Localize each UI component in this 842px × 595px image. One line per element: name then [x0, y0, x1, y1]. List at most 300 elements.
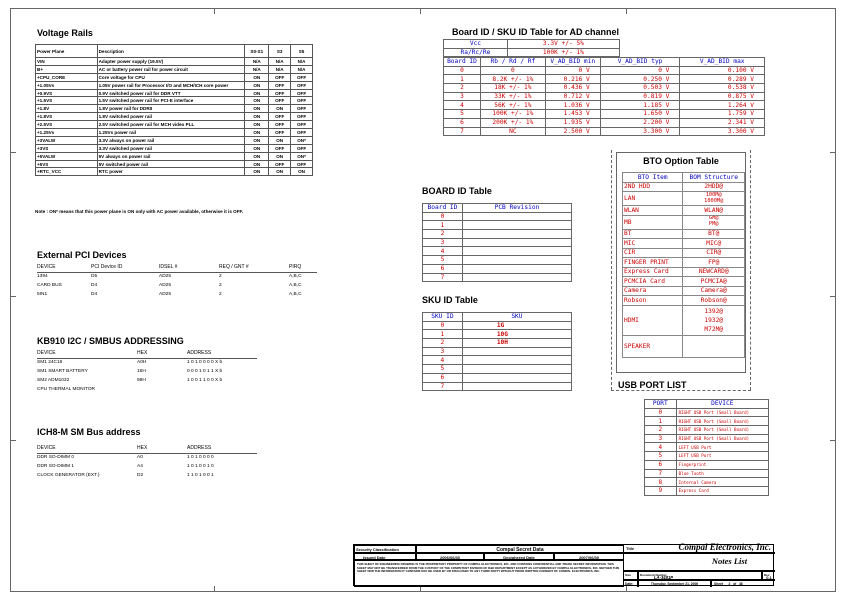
ad-cell: 2.341 V	[680, 118, 765, 127]
usb-device-cell: RIGHT USB Port (Small Board)	[676, 434, 768, 443]
frame-tick	[10, 440, 16, 441]
sku-row	[423, 373, 572, 382]
sku-cell: 10G	[462, 330, 571, 339]
description-cell: 1.05V power rail for Processor I/O and MCH/ICH core power	[97, 81, 245, 89]
bto-row	[623, 277, 745, 287]
board-id-table	[422, 203, 572, 282]
ad-cell: 0.712 V	[545, 92, 600, 101]
pcb-revision-cell	[462, 273, 571, 282]
usb-device-cell: Internal Camera	[676, 478, 768, 487]
voltage-note: Note : ON* means that this power plane is ON only with AC power available, otherwise it is OFF.	[35, 209, 244, 214]
sku-cell	[462, 347, 571, 356]
bto-row	[623, 335, 745, 357]
state-cell: OFF	[291, 160, 313, 168]
usb-port-cell: 9	[645, 486, 677, 495]
sku-cell	[462, 365, 571, 374]
ad-cell: 0	[444, 66, 481, 75]
state-cell: N/A	[269, 65, 291, 73]
ich8-cell: DDR SO-DIMM 0	[37, 455, 75, 461]
power-plane-cell: VIN	[36, 58, 98, 66]
usb-device-cell: Blue Tooth	[676, 469, 768, 478]
ad-row	[444, 92, 765, 101]
bto-row	[623, 206, 745, 216]
sku-row	[423, 347, 572, 356]
voltage-header-cell: S0-S1	[245, 45, 269, 58]
ich8-title: ICH8-M SM Bus address	[37, 427, 141, 437]
pci-row	[37, 272, 317, 281]
usb-device-cell: RIGHT USB Port (Small Board)	[676, 417, 768, 426]
state-cell: N/A	[291, 65, 313, 73]
pci-cell: AD25	[159, 292, 171, 297]
ad-channel-table	[443, 57, 765, 136]
bto-row	[623, 229, 745, 239]
usb-title: USB PORT LIST	[618, 380, 687, 390]
pci-cell: 2	[219, 283, 222, 288]
board-id-row	[423, 273, 572, 282]
kb910-header-cell: HEX	[137, 348, 187, 358]
voltage-rail-row	[36, 136, 313, 144]
ad-cell: 3	[444, 92, 481, 101]
sku-row	[423, 321, 572, 330]
description-cell: 1.8V power rail for DDRII	[97, 105, 245, 113]
ad-cell: 0	[480, 66, 545, 75]
pci-header-cell: DEVICE	[37, 262, 91, 272]
usb-row	[645, 443, 769, 452]
description-cell: 1.25Vs power rail	[97, 129, 245, 137]
sku-id-cell: 2	[423, 339, 463, 348]
ad-header-cell: V_AD_BID typ	[600, 58, 680, 67]
voltage-rail-row	[36, 65, 313, 73]
of-label: of	[733, 582, 737, 586]
description-cell: 3.3V switched power rail	[97, 144, 245, 152]
ad-header-cell: Board ID	[444, 58, 481, 67]
kb910-header-row	[37, 348, 257, 358]
ad-cell: 8.2K +/- 1%	[480, 75, 545, 84]
state-cell: ON	[245, 105, 269, 113]
state-cell: ON	[245, 129, 269, 137]
sku-row	[423, 356, 572, 365]
bom-structure-cell: MIC@	[683, 239, 745, 249]
power-plane-cell: +CPU_CORE	[36, 73, 98, 81]
state-cell: OFF	[269, 97, 291, 105]
bto-item-cell: HDMI	[623, 305, 683, 335]
voltage-rail-row	[36, 105, 313, 113]
bom-structure-cell: 1392@ 1932@ M72M@	[683, 305, 745, 335]
vcc-label: Vcc	[444, 40, 508, 49]
voltage-rail-row	[36, 97, 313, 105]
bom-structure-cell: 100M@ 1000M@	[683, 192, 745, 206]
board-id-cell: 1	[423, 221, 463, 230]
power-plane-cell: +3VS	[36, 144, 98, 152]
pci-row	[37, 290, 317, 299]
kb910-table	[37, 348, 257, 394]
ich8-cell: A4	[137, 464, 143, 469]
sheet-label: Sheet	[714, 582, 723, 586]
voltage-rail-row	[36, 168, 313, 176]
state-cell: OFF	[291, 97, 313, 105]
bom-structure-cell: CIR@	[683, 248, 745, 258]
usb-row	[645, 478, 769, 487]
ad-cell: 0 V	[545, 66, 600, 75]
ad-cell: 2.500 V	[545, 127, 600, 136]
usb-row	[645, 417, 769, 426]
issued-label: Issued Date	[354, 553, 416, 560]
pci-header-cell: PIRQ	[289, 262, 317, 272]
sku-id-cell: 5	[423, 365, 463, 374]
usb-row	[645, 486, 769, 495]
pci-cell: 5IN1	[37, 292, 48, 297]
state-cell: ON	[245, 81, 269, 89]
usb-header-cell: PORT	[645, 400, 677, 409]
state-cell: ON	[269, 168, 291, 176]
bom-structure-cell: FP@	[683, 258, 745, 268]
usb-port-cell: 2	[645, 426, 677, 435]
state-cell: ON*	[291, 136, 313, 144]
power-plane-cell: +0.9VS	[36, 89, 98, 97]
ad-row	[444, 101, 765, 110]
state-cell: ON	[245, 121, 269, 129]
power-plane-cell: B+	[36, 65, 98, 73]
state-cell: OFF	[291, 73, 313, 81]
state-cell: ON	[245, 144, 269, 152]
board-id-cell: 2	[423, 230, 463, 239]
state-cell: OFF	[269, 81, 291, 89]
bto-item-cell: CIR	[623, 248, 683, 258]
board-id-row	[423, 221, 572, 230]
board-id-cell: 6	[423, 264, 463, 273]
sku-cell	[462, 356, 571, 365]
usb-port-cell: 3	[645, 434, 677, 443]
state-cell: ON	[269, 105, 291, 113]
pci-cell: 1394	[37, 274, 48, 280]
power-plane-cell: +1.8VS	[36, 113, 98, 121]
kb910-cell: SM1 SMART BATTERY	[37, 369, 88, 374]
kb910-cell: 16H	[137, 369, 146, 374]
ad-cell: 0.289 V	[680, 75, 765, 84]
usb-row	[645, 452, 769, 461]
ad-cell: NC	[480, 127, 545, 136]
bto-item-cell: PCMCIA Card	[623, 277, 683, 287]
state-cell: OFF	[269, 160, 291, 168]
usb-row	[645, 426, 769, 435]
sku-id-cell: 6	[423, 373, 463, 382]
ad-cell: 1.453 V	[545, 110, 600, 119]
ad-cell: 200K +/- 1%	[480, 118, 545, 127]
ich8-row	[37, 453, 257, 462]
sku-header-cell: SKU ID	[423, 313, 463, 322]
ich8-header-row	[37, 443, 257, 453]
board-id-cell: 3	[423, 238, 463, 247]
bom-structure-cell: BT@	[683, 229, 745, 239]
board-id-row	[423, 238, 572, 247]
board-id-cell: 5	[423, 256, 463, 265]
ad-header-cell: V_AD_BID max	[680, 58, 765, 67]
voltage-rail-row	[36, 121, 313, 129]
sheet-total: 48	[738, 582, 743, 586]
kb910-cell: A0H	[137, 360, 147, 366]
board-id-row	[423, 264, 572, 273]
ad-row	[444, 75, 765, 84]
ad-cell: 2	[444, 84, 481, 93]
ad-row	[444, 118, 765, 127]
voltage-rail-row	[36, 144, 313, 152]
kb910-row	[37, 385, 257, 394]
ich8-header-cell: ADDRESS	[187, 443, 257, 453]
usb-device-cell: RIGHT USB Port (Small Board)	[676, 408, 768, 417]
usb-device-cell: LEFT USB Port	[676, 452, 768, 461]
bom-structure-cell: NEWCARD@	[683, 267, 745, 277]
sku-row	[423, 339, 572, 348]
pcb-revision-cell	[462, 230, 571, 239]
pcb-revision-cell	[462, 247, 571, 256]
ad-header-table	[443, 39, 620, 57]
state-cell: OFF	[269, 113, 291, 121]
pci-title: External PCI Devices	[37, 250, 127, 260]
bto-item-cell: MB	[623, 215, 683, 229]
sku-id-cell: 1	[423, 330, 463, 339]
voltage-header-cell: Description	[97, 45, 245, 58]
usb-port-cell: 0	[645, 408, 677, 417]
sku-id-table	[422, 312, 572, 391]
size-label: Size	[624, 571, 638, 580]
usb-port-cell: 6	[645, 460, 677, 469]
sku-cell	[462, 373, 571, 382]
ich8-cell: 1 1 0 1 0 0 1	[187, 473, 214, 478]
pci-cell: A,B,C	[289, 283, 302, 288]
ich8-table	[37, 443, 257, 480]
bom-structure-cell: 2HDD@	[683, 182, 745, 192]
ad-table-title: Board ID / SKU ID Table for AD channel	[452, 27, 620, 37]
state-cell: N/A	[291, 58, 313, 66]
state-cell: ON	[245, 97, 269, 105]
bto-option-table	[622, 172, 745, 358]
bto-item-cell: SPEAKER	[623, 335, 683, 357]
pci-row	[37, 281, 317, 290]
state-cell: OFF	[291, 105, 313, 113]
pci-header-cell: IDSEL #	[159, 262, 219, 272]
bto-item-cell: BT	[623, 229, 683, 239]
kb910-cell: SM1 24C16	[37, 360, 63, 366]
voltage-rail-row	[36, 89, 313, 97]
ad-cell: 1.036 V	[545, 101, 600, 110]
bto-header-cell: BOM Structure	[683, 173, 745, 183]
security-label: Security Classification	[354, 545, 416, 553]
kb910-cell: 0 0 0 1 0 1 1 X b	[187, 369, 223, 374]
power-plane-cell: +5VS	[36, 160, 98, 168]
ad-cell: 1.264 V	[680, 101, 765, 110]
bto-row	[623, 248, 745, 258]
bto-item-cell: FINGER PRINT	[623, 258, 683, 268]
state-cell: OFF	[269, 121, 291, 129]
bto-item-cell: Camera	[623, 286, 683, 296]
ad-header-cell: V_AD_BID min	[545, 58, 600, 67]
voltage-rail-row	[36, 113, 313, 121]
ich8-cell: D2	[137, 473, 144, 478]
usb-port-cell: 4	[645, 443, 677, 452]
kb910-cell: 98H	[137, 378, 146, 383]
power-plane-cell: +RTC_VCC	[36, 168, 98, 176]
usb-device-cell: Fingerprint	[676, 460, 768, 469]
pci-header-row	[37, 262, 317, 272]
ad-row	[444, 110, 765, 119]
pci-cell: D4	[91, 283, 98, 288]
ad-cell: 7	[444, 127, 481, 136]
bto-item-cell: LAN	[623, 192, 683, 206]
ad-cell: 0 V	[600, 66, 680, 75]
ich8-cell: CLOCK GENERATOR (EXT.)	[37, 473, 100, 478]
sku-row	[423, 365, 572, 374]
kb910-row	[37, 376, 257, 385]
state-cell: OFF	[269, 129, 291, 137]
voltage-rail-row	[36, 152, 313, 160]
voltage-header-cell: S3	[269, 45, 291, 58]
bto-item-cell: Express Card	[623, 267, 683, 277]
power-plane-cell: +1.5VS	[36, 97, 98, 105]
bto-option-box	[616, 152, 746, 373]
board-id-cell: 7	[423, 273, 463, 282]
ad-cell: 0.538 V	[680, 84, 765, 93]
bto-row	[623, 267, 745, 277]
bto-title: BTO Option Table	[643, 156, 719, 166]
state-cell: OFF	[269, 144, 291, 152]
ad-cell: 56K +/- 1%	[480, 101, 545, 110]
usb-device-cell: Express Card	[676, 486, 768, 495]
description-cell: 5V always on power rail	[97, 152, 245, 160]
bom-structure-cell: Camera@	[683, 286, 745, 296]
voltage-rail-row	[36, 73, 313, 81]
board-id-row	[423, 247, 572, 256]
frame-tick	[214, 8, 215, 14]
description-cell: Adapter power supply (19.5V)	[97, 58, 245, 66]
description-cell: 1.8V switched power rail	[97, 113, 245, 121]
deciphered-value: 2007/06/30	[554, 553, 624, 560]
pci-cell: A,B,C	[289, 274, 302, 280]
state-cell: ON	[269, 136, 291, 144]
bto-item-cell: MIC	[623, 239, 683, 249]
sku-cell	[462, 382, 571, 391]
pci-cell: CARD BUS	[37, 283, 62, 288]
pcb-revision-cell	[462, 212, 571, 221]
ad-cell: 0.436 V	[545, 84, 600, 93]
board-id-header-cell: PCB Revision	[462, 204, 571, 213]
ad-cell: 2.200 V	[600, 118, 680, 127]
pci-header-cell: REQ / GNT #	[219, 262, 289, 272]
voltage-header-cell: Power Plane	[36, 45, 98, 58]
sku-row	[423, 382, 572, 391]
sku-header-cell: SKU	[462, 313, 571, 322]
usb-device-cell: RIGHT USB Port (Small Board)	[676, 426, 768, 435]
voltage-rails-header	[36, 45, 313, 58]
bto-row	[623, 258, 745, 268]
pci-header-cell: PCI Device ID	[91, 262, 159, 272]
bto-header-row	[623, 173, 745, 183]
ad-cell: 100K +/- 1%	[480, 110, 545, 119]
ad-row	[444, 84, 765, 93]
ad-cell: 1	[444, 75, 481, 84]
ich8-header-cell: HEX	[137, 443, 187, 453]
docnum: LA-3481P	[654, 575, 674, 580]
usb-row	[645, 469, 769, 478]
bto-item-cell: WLAN	[623, 206, 683, 216]
secret-label: Compal Secret Data	[416, 545, 624, 553]
sheet-title: Notes List	[711, 556, 748, 566]
pci-cell: D5	[91, 274, 98, 280]
kb910-cell: CPU THERMAL MONITOR	[37, 387, 96, 392]
bom-structure-cell	[683, 335, 745, 357]
ra-value: 100K +/- 1%	[507, 48, 619, 57]
frame-tick	[830, 440, 836, 441]
ad-cell: 0.875 V	[680, 92, 765, 101]
bom-structure-cell: PCMCIA@	[683, 277, 745, 287]
usb-port-cell: 5	[645, 452, 677, 461]
vcc-value: 3.3V +/- 5%	[507, 40, 619, 49]
ich8-cell: A0	[137, 455, 143, 461]
bto-item-cell: Robson	[623, 296, 683, 306]
ad-cell: 1.759 V	[680, 110, 765, 119]
ich8-cell: DDR SO-DIMM 1	[37, 464, 75, 469]
ad-cell: 0.819 V	[600, 92, 680, 101]
bto-item-cell: 2ND HDD	[623, 182, 683, 192]
kb910-cell	[187, 385, 257, 394]
kb910-header-cell: ADDRESS	[187, 348, 257, 358]
bto-header-cell: BTO Item	[623, 173, 683, 183]
pcb-revision-cell	[462, 221, 571, 230]
rev-value: 0.1	[766, 575, 772, 580]
bto-row	[623, 305, 745, 335]
state-cell: ON	[245, 73, 269, 81]
usb-row	[645, 408, 769, 417]
state-cell: ON	[245, 152, 269, 160]
bom-structure-cell: GM@ PM@	[683, 215, 745, 229]
description-cell: 3.3V always on power rail	[97, 136, 245, 144]
voltage-rail-row	[36, 58, 313, 66]
board-id-title: BOARD ID Table	[422, 186, 492, 196]
sku-id-cell: 4	[423, 356, 463, 365]
date-label: Date:	[624, 580, 638, 587]
bom-structure-cell: Robson@	[683, 296, 745, 306]
date-value: Thursday, September 21, 2006	[638, 580, 711, 587]
state-cell: OFF	[269, 89, 291, 97]
ad-cell: 18K +/- 1%	[480, 84, 545, 93]
description-cell: 5V switched power rail	[97, 160, 245, 168]
frame-tick	[10, 296, 16, 297]
ad-cell: 1.650 V	[600, 110, 680, 119]
ad-row	[444, 66, 765, 75]
sku-id-title: SKU ID Table	[422, 295, 478, 305]
sku-id-cell: 3	[423, 347, 463, 356]
deciphered-label: Deciphered Date	[484, 553, 554, 560]
state-cell: ON	[245, 160, 269, 168]
description-cell: 2.5V switched power rail for MCH video PLL	[97, 121, 245, 129]
sku-cell: 1G	[462, 321, 571, 330]
pci-table	[37, 262, 317, 299]
pci-cell: AD25	[159, 283, 171, 288]
kb910-cell: SM2 ADM1032	[37, 378, 70, 383]
state-cell: ON	[245, 113, 269, 121]
ad-cell: 3.300 V	[600, 127, 680, 136]
ad-cell: 5	[444, 110, 481, 119]
description-cell: Core voltage for CPU	[97, 73, 245, 81]
description-cell: 0.9V switched power rail for DDR VTT	[97, 89, 245, 97]
ich8-header-cell: DEVICE	[37, 443, 137, 453]
state-cell: OFF	[291, 144, 313, 152]
state-cell: ON	[269, 152, 291, 160]
usb-port-cell: 1	[645, 417, 677, 426]
sku-id-cell: 0	[423, 321, 463, 330]
state-cell: ON	[245, 89, 269, 97]
voltage-rail-row	[36, 160, 313, 168]
sheet-number: 2	[728, 582, 731, 586]
